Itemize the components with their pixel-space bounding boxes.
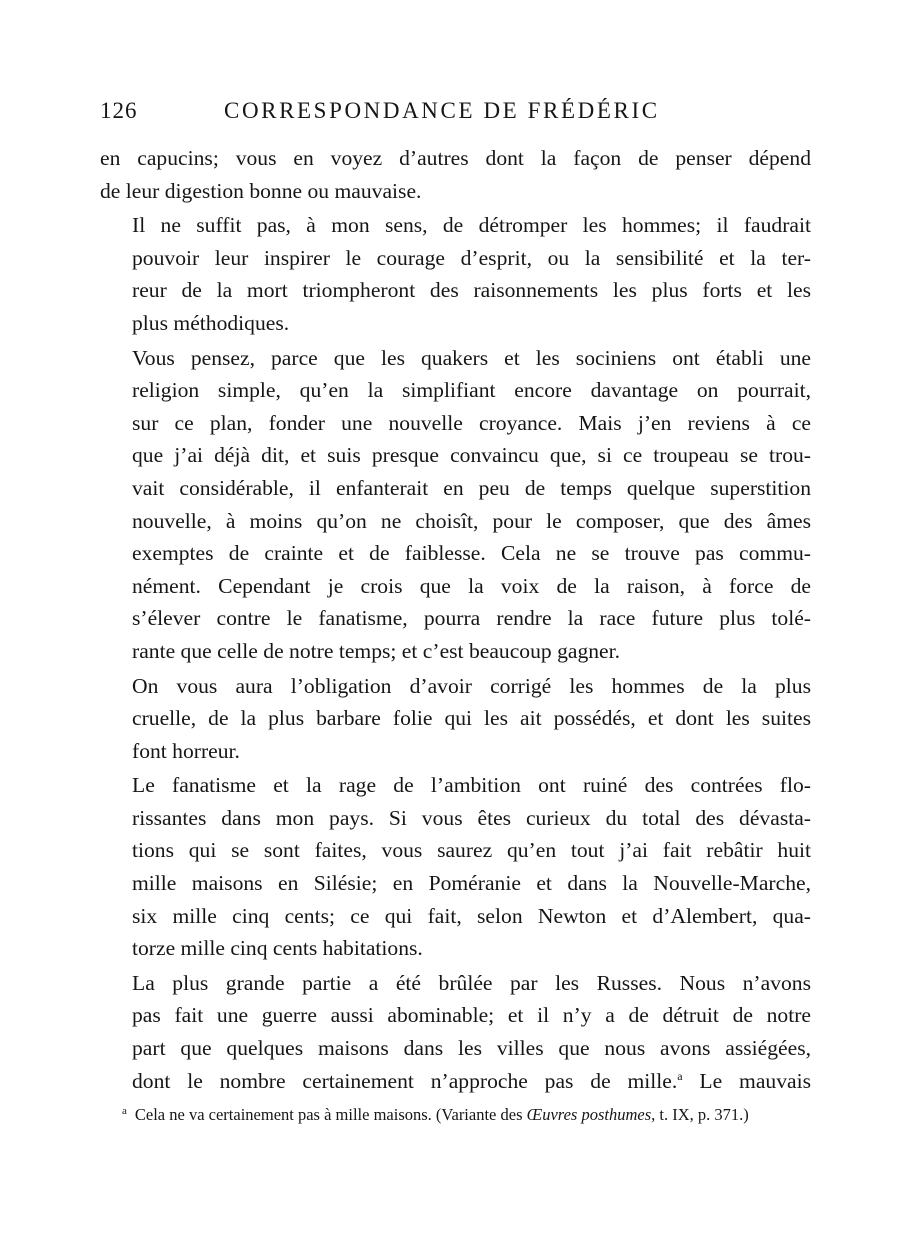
- footnote-text: , t. IX, p. 371.): [651, 1105, 749, 1124]
- text-line: que j’ai déjà dit, et suis presque convaincu que, si ce troupeau se trou-: [132, 443, 811, 468]
- footnote-reference[interactable]: a: [677, 1068, 683, 1083]
- text-line: mille maisons en Silésie; en Poméranie et dans la Nouvelle-Marche,: [132, 871, 811, 896]
- text-line: part que quelques maisons dans les villes que nous avons assiégées,: [132, 1036, 811, 1061]
- text-line: en capucins; vous en voyez d’autres dont la façon de penser dépend: [100, 146, 811, 170]
- paragraph-3: [100, 342, 811, 668]
- page-number: 126: [100, 98, 138, 123]
- text-line: pas fait une guerre aussi abominable; et il n’y a de détruit de notre: [132, 1003, 811, 1028]
- paragraph-6: [100, 967, 811, 1097]
- text-line-with-note: [100, 1065, 811, 1098]
- text-line: rante que celle de notre temps; et c’est beaucoup gagner.: [132, 638, 621, 663]
- text-line: nément. Cependant je crois que la voix de la raison, à force de: [132, 573, 811, 598]
- text-line: Il ne suffit pas, à mon sens, de détromper les hommes; il faudrait: [132, 213, 811, 238]
- text-line: font horreur.: [132, 738, 240, 763]
- text-segment: dont le nombre certainement n’approche pas de mille.: [132, 1068, 678, 1093]
- text-line: vait considérable, il enfanterait en peu de temps quelque superstition: [132, 475, 811, 500]
- text-line: religion simple, qu’en la simplifiant encore davantage on pourrait,: [132, 378, 811, 403]
- text-line: pouvoir leur inspirer le courage d’esprit, ou la sensibilité et la ter-: [132, 245, 811, 270]
- text-line: six mille cinq cents; ce qui fait, selon Newton et d’Alembert, qua-: [132, 903, 811, 928]
- footnote: [100, 1102, 811, 1127]
- text-line: plus méthodiques.: [132, 310, 290, 335]
- text-line: sur ce plan, fonder une nouvelle croyance. Mais j’en reviens à ce: [132, 410, 811, 435]
- paragraph-4: [100, 670, 811, 768]
- text-line: reur de la mort triompheront des raisonnements les plus forts et les: [132, 278, 811, 303]
- text-line: exemptes de crainte et de faiblesse. Cela ne se trouve pas commu-: [132, 541, 811, 566]
- text-line: Le fanatisme et la rage de l’ambition ont ruiné des contrées flo-: [132, 773, 811, 798]
- footnote-text: Cela ne va certainement pas à mille maisons. (Variante des: [134, 1105, 527, 1124]
- footnote-mark: a: [122, 1104, 127, 1117]
- text-line: La plus grande partie a été brûlée par les Russes. Nous n’avons: [132, 970, 811, 995]
- text-line: rissantes dans mon pays. Si vous êtes curieux du total des dévasta-: [132, 805, 811, 830]
- footnote-work-title: Œuvres posthumes: [526, 1105, 652, 1124]
- paragraph-5: [100, 769, 811, 965]
- text-line: torze mille cinq cents habitations.: [132, 936, 423, 961]
- paragraph-1: [100, 142, 811, 207]
- text-line: tions qui se sont faites, vous saurez qu’en tout j’ai fait rebâtir huit: [132, 838, 811, 863]
- text-line: Vous pensez, parce que les quakers et les sociniens ont établi une: [132, 345, 811, 370]
- text-segment: Le mauvais: [682, 1068, 811, 1093]
- page-header: [100, 98, 820, 134]
- text-line: cruelle, de la plus barbare folie qui les ait possédés, et dont les suites: [132, 706, 811, 731]
- body-text: [100, 142, 811, 1097]
- text-line: de leur digestion bonne ou mauvaise.: [100, 178, 422, 203]
- running-title: CORRESPONDANCE DE FRÉDÉRIC: [224, 98, 660, 123]
- text-line: On vous aura l’obligation d’avoir corrigé les hommes de la plus: [132, 673, 811, 698]
- text-line: s’élever contre le fanatisme, pourra rendre la race future plus tolé-: [132, 606, 811, 631]
- text-line: nouvelle, à moins qu’on ne choisît, pour le composer, que des âmes: [132, 508, 811, 533]
- paragraph-2: [100, 209, 811, 339]
